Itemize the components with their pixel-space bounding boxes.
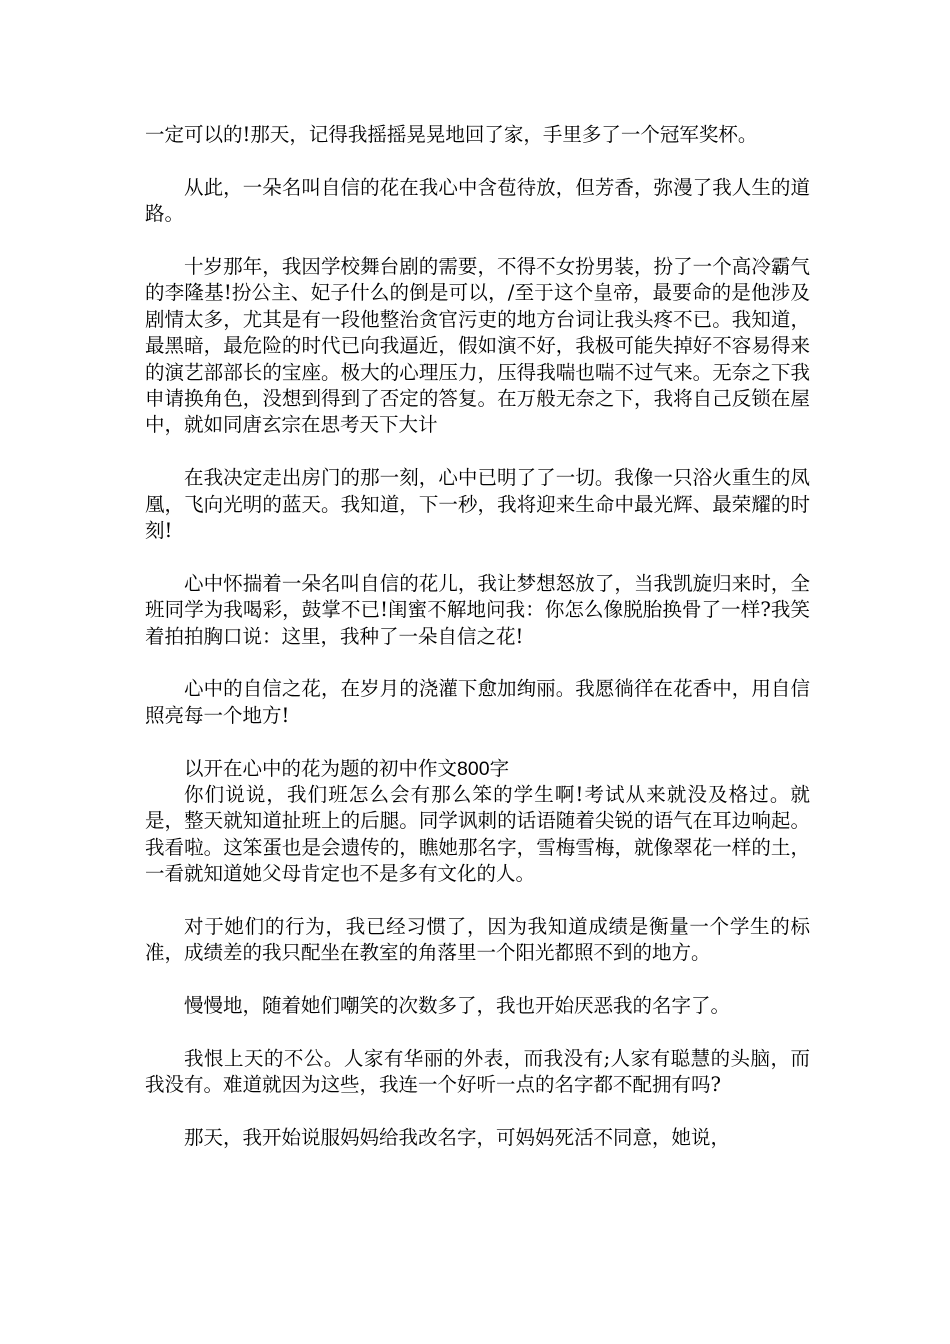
paragraph: 对于她们的行为，我已经习惯了，因为我知道成绩是衡量一个学生的标准，成绩差的我只配坐在教室的角落里一个阳光都照不到的地方。	[145, 915, 810, 965]
paragraph: 那天，我开始说服妈妈给我改名字，可妈妈死活不同意，她说，	[184, 1126, 731, 1150]
paragraph: 在我决定走出房门的那一刻，心中已明了了一切。我像一只浴火重生的凤凰，飞向光明的蓝天。我知道，下一秒，我将迎来生命中最光辉、最荣耀的时刻!	[145, 466, 810, 543]
paragraph: 你们说说，我们班怎么会有那么笨的学生啊!考试从来就没及格过。就是，整天就知道扯班上的后腿。同学讽刺的话语随着尖锐的语气在耳边响起。我看啦。这笨蛋也是会遗传的，瞧她那名字，雪梅雪梅，就像翠花一样的土，一看就知道她父母肯定也不是多有文化的人。	[145, 783, 810, 886]
essay-title	[145, 756, 810, 782]
essay-title-text: 以开在心中的花为题的初中作文	[184, 756, 458, 780]
paragraph: 心中怀揣着一朵名叫自信的花儿，我让梦想怒放了，当我凯旋归来时，全班同学为我喝彩，鼓掌不已!闺蜜不解地问我：你怎么像脱胎换骨了一样?我笑着拍拍胸口说：这里，我种了一朵自信之花!	[145, 571, 810, 648]
paragraph: 慢慢地，随着她们嘲笑的次数多了，我也开始厌恶我的名字了。	[184, 994, 731, 1018]
document-body	[145, 122, 810, 1178]
paragraph: 心中的自信之花，在岁月的浇灌下愈加绚丽。我愿徜徉在花香中，用自信照亮每一个地方!	[145, 677, 810, 727]
paragraph: 从此，一朵名叫自信的花在我心中含苞待放，但芳香，弥漫了我人生的道路。	[145, 175, 810, 226]
essay-title-suffix: 字	[489, 756, 510, 780]
essay-title-number: 800	[457, 757, 490, 780]
paragraph: 一定可以的!那天，记得我摇摇晃晃地回了家，手里多了一个冠军奖杯。	[145, 123, 758, 146]
paragraph: 我恨上天的不公。人家有华丽的外表，而我没有;人家有聪慧的头脑，而我没有。难道就因为这些，我连一个好听一点的名字都不配拥有吗?	[145, 1047, 810, 1097]
paragraph: 十岁那年，我因学校舞台剧的需要，不得不女扮男装，扮了一个高冷霸气的李隆基!扮公主、妃子什么的倒是可以，/至于这个皇帝，最要命的是他涉及剧情太多，尤其是有一段他整治贪官污吏的地方台词让我头疼不已。我知道，最黑暗，最危险的时代已向我逼近，假如演不好，我极可能失掉好不容易得来的演艺部部长的宝座。极大的心理压力，压得我喘也喘不过气来。无奈之下我申请换角色，没想到得到了否定的答复。在万般无奈之下，我将自己反锁在屋中，就如同唐玄宗在思考天下大计	[145, 255, 810, 437]
